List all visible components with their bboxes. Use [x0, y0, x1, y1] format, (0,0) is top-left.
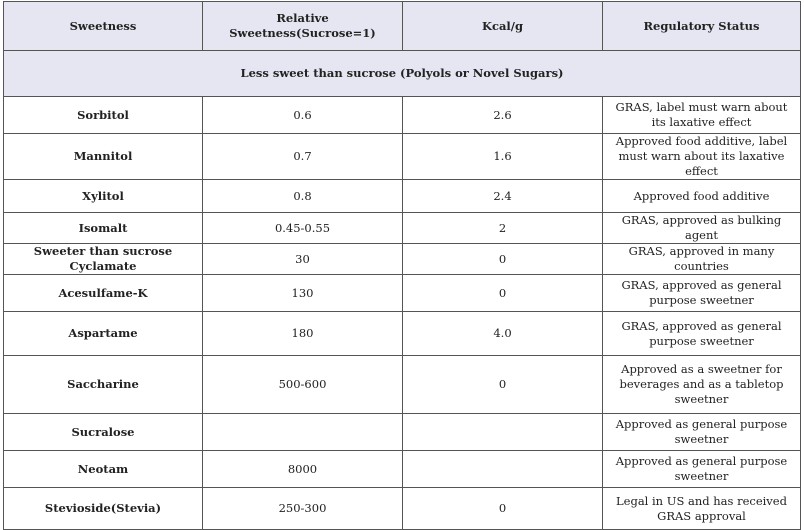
- header-kcal: Kcal/g: [403, 2, 603, 51]
- header-row: [4, 2, 801, 51]
- relative-sweetness: 250-300: [203, 488, 403, 530]
- kcal-value: 2: [403, 213, 603, 244]
- sweetener-name: Aspartame: [4, 312, 203, 356]
- regulatory-status: GRAS, approved in many countries: [603, 244, 801, 275]
- header-relative-sweetness: Relative Sweetness(Sucrose=1): [203, 2, 403, 51]
- relative-sweetness: 8000: [203, 451, 403, 488]
- kcal-value: 0: [403, 356, 603, 414]
- sweetener-name: Neotam: [4, 451, 203, 488]
- regulatory-status: Approved food additive: [603, 180, 801, 213]
- sweeteners-table: [3, 1, 801, 530]
- relative-sweetness: [203, 414, 403, 451]
- regulatory-status: Approved as general purpose sweetner: [603, 451, 801, 488]
- regulatory-status: Approved as a sweetner for beverages and as a tabletop sweetner: [603, 356, 801, 414]
- table-row: [4, 180, 801, 213]
- relative-sweetness: 180: [203, 312, 403, 356]
- regulatory-status: Approved as general purpose sweetner: [603, 414, 801, 451]
- relative-sweetness: 500-600: [203, 356, 403, 414]
- table-row: [4, 213, 801, 244]
- regulatory-status: Approved food additive, label must warn about its laxative effect: [603, 134, 801, 180]
- table-row: [4, 312, 801, 356]
- kcal-value: 2.4: [403, 180, 603, 213]
- relative-sweetness: 30: [203, 244, 403, 275]
- sweetener-name: Xylitol: [4, 180, 203, 213]
- header-sweetness: Sweetness: [4, 2, 203, 51]
- table-row: [4, 488, 801, 530]
- table-row: [4, 97, 801, 134]
- header-regulatory-status: Regulatory Status: [603, 2, 801, 51]
- kcal-value: 4.0: [403, 312, 603, 356]
- relative-sweetness: 130: [203, 275, 403, 312]
- regulatory-status: GRAS, approved as general purpose sweetner: [603, 275, 801, 312]
- regulatory-status: GRAS, label must warn about its laxative effect: [603, 97, 801, 134]
- kcal-value: 0: [403, 244, 603, 275]
- table-row: [4, 134, 801, 180]
- table-row: [4, 414, 801, 451]
- sweetener-name: Mannitol: [4, 134, 203, 180]
- sweetener-name: Isomalt: [4, 213, 203, 244]
- sweetener-name: Sucralose: [4, 414, 203, 451]
- sweetener-name: Saccharine: [4, 356, 203, 414]
- relative-sweetness: 0.6: [203, 97, 403, 134]
- relative-sweetness: 0.45-0.55: [203, 213, 403, 244]
- sweetener-name: Sorbitol: [4, 97, 203, 134]
- sweetener-name: Sweeter than sucrose Cyclamate: [4, 244, 203, 275]
- table-row: [4, 244, 801, 275]
- kcal-value: [403, 414, 603, 451]
- regulatory-status: Legal in US and has received GRAS approval: [603, 488, 801, 530]
- table-row: [4, 275, 801, 312]
- kcal-value: 2.6: [403, 97, 603, 134]
- sweetener-name: Acesulfame-K: [4, 275, 203, 312]
- kcal-value: 0: [403, 275, 603, 312]
- regulatory-status: GRAS, approved as general purpose sweetner: [603, 312, 801, 356]
- section-row: [4, 51, 801, 97]
- kcal-value: 0: [403, 488, 603, 530]
- kcal-value: [403, 451, 603, 488]
- section-title: Less sweet than sucrose (Polyols or Novel Sugars): [4, 51, 801, 97]
- regulatory-status: GRAS, approved as bulking agent: [603, 213, 801, 244]
- relative-sweetness: 0.8: [203, 180, 403, 213]
- table-row: [4, 451, 801, 488]
- relative-sweetness: 0.7: [203, 134, 403, 180]
- kcal-value: 1.6: [403, 134, 603, 180]
- sweetener-name: Stevioside(Stevia): [4, 488, 203, 530]
- table-row: [4, 356, 801, 414]
